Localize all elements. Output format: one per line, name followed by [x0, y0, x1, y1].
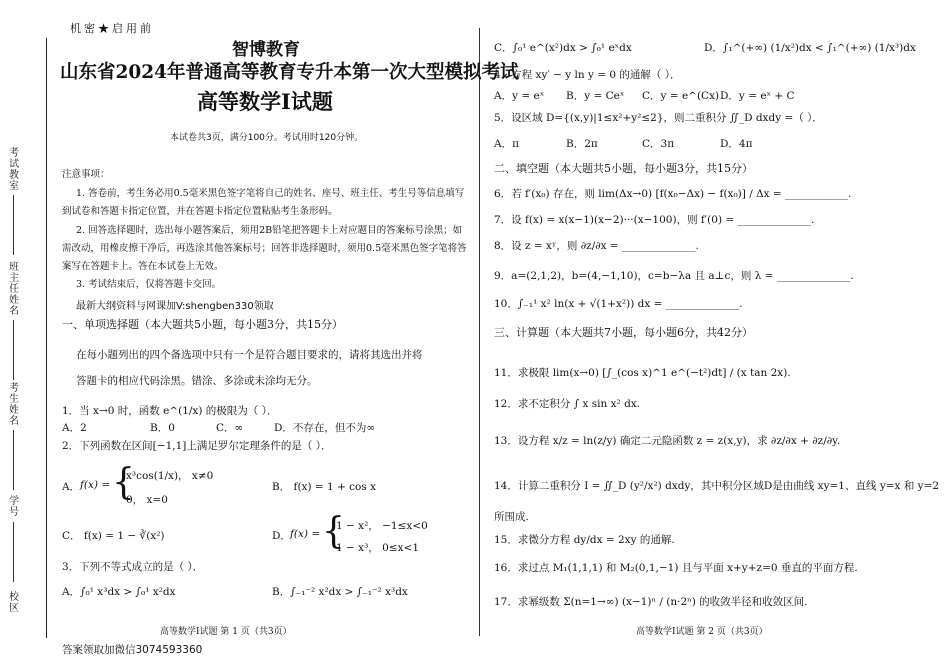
q1-option-c: C．∞ — [216, 422, 244, 434]
q2-option-c: C． f(x) = 1 − ∛(x²) — [62, 530, 165, 542]
q14-continued: 所围成. — [494, 511, 529, 523]
q4-stem: 4．方程 xy′ − y ln y = 0 的通解（ ）． — [494, 69, 681, 81]
q15: 15．求微分方程 dy/dx = 2xy 的通解. — [494, 534, 675, 546]
q6: 6．若 f′(x₀) 存在，则 lim(Δx→0) [f(x₀−Δx) − f(x₀)] / Δx = ____________. — [494, 188, 852, 200]
section1-instruction: 答题卡的相应代码涂黑。错涂、多涂或未涂均无分。 — [76, 375, 318, 387]
q12: 12．求不定积分 ∫ x sin x² dx. — [494, 398, 641, 410]
q2-option-d-fx: f(x) = — [290, 528, 321, 540]
subject-title: 高等数学I试题 — [197, 89, 333, 114]
right-page-footer: 高等数学I试题 第 2 页（共3页） — [636, 627, 768, 637]
side-field-classroom: 考 试 教 室 — [9, 148, 19, 192]
q5-stem: 5．设区域 D={(x,y)|1≤x²+y²≤2}，则二重积分 ∬_D dxdy =（ ）． — [494, 112, 823, 124]
side-blank-teacher — [13, 320, 14, 380]
q1-option-d: D．不存在，但不为∞ — [274, 422, 376, 434]
section1-heading: 一、单项选择题（本大题共5小题，每小题3分，共15分） — [62, 318, 343, 331]
q3-stem: 3．下列不等式成立的是（ ）． — [62, 561, 204, 573]
side-field-name: 考 生 姓 名 — [9, 383, 19, 427]
q9: 9．a=(2,1,2)，b=(4,−1,10)，c=b−λa 且 a⊥c，则 λ = ______________. — [494, 270, 854, 282]
section2-heading: 二、填空题（本大题共5小题，每小题3分，共15分） — [494, 162, 753, 175]
q2-a-case2: 0， x=0 — [126, 494, 168, 506]
q2-a-brace: { — [112, 462, 135, 503]
q2-option-a-label: A． — [62, 481, 81, 493]
q10: 10．∫₋₁¹ x² ln(x + √(1+x²)) dx = ______________. — [494, 298, 743, 310]
q2-stem: 2．下列函数在区间[−1,1]上满足罗尔定理条件的是（ ）． — [62, 440, 332, 452]
note-line: 2. 回答选择题时，选出每小题答案后，须用2B铅笔把答题卡上对应题目的答案标号涂黑；如 — [76, 225, 463, 236]
q1-option-a: A．2 — [62, 422, 87, 434]
side-field-teacher: 班 主 任 姓 名 — [9, 262, 19, 317]
binding-line — [46, 38, 47, 638]
notes-heading: 注意事项： — [62, 169, 110, 180]
q4-option-a: A．y = eˣ — [494, 90, 545, 102]
side-field-id: 学 号 — [9, 496, 19, 518]
q2-option-b: B． f(x) = 1 + cos x — [272, 481, 377, 493]
q4-option-c: C．y = e^(Cx) — [642, 90, 720, 102]
q2-option-a-fx: f(x) = — [80, 479, 111, 491]
section1-instruction: 在每小题列出的四个备选项中只有一个是符合题目要求的，请将其选出并将 — [76, 349, 423, 361]
q3-option-c: C．∫₀¹ e^(x²)dx > ∫₀¹ eˣdx — [494, 42, 632, 54]
exam-info: 本试卷共3页，满分100分。考试用时120分钟。 — [170, 133, 364, 143]
promo-line: 最新大纲资料与网课加V:shengben330领取 — [76, 301, 274, 312]
q16: 16．求过点 M₁(1,1,1) 和 M₂(0,1,−1) 且与平面 x+y+z=0 垂直的平面方程. — [494, 562, 858, 574]
answer-note: 答案领取加微信3074593360 — [62, 644, 203, 656]
side-blank-name — [13, 430, 14, 490]
exam-title: 山东省2024年普通高等教育专升本第一次大型模拟考试 — [60, 62, 519, 83]
note-line: 到试卷和答题卡指定位置，并在答题卡指定位置粘贴考生条形码。 — [62, 206, 338, 217]
q1-stem: 1．当 x→0 时，函数 e^(1/x) 的极限为（ ）． — [62, 405, 278, 417]
section3-heading: 三、计算题（本大题共7小题，每小题6分，共42分） — [494, 326, 753, 339]
q1-option-b: B．0 — [150, 422, 175, 434]
q14: 14．计算二重积分 I = ∬_D (y²/x²) dxdy，其中积分区域D是由曲线 xy=1、直线 y=x 和 y=2 — [494, 480, 940, 492]
q13: 13．设方程 x/z = ln(z/y) 确定二元隐函数 z = z(x,y)，求 ∂z/∂x + ∂z/∂y. — [494, 435, 841, 447]
q5-option-b: B．2π — [566, 138, 598, 150]
q5-option-a: A．π — [494, 138, 519, 150]
side-blank-classroom — [13, 195, 14, 255]
q2-option-d-label: D． — [272, 530, 291, 542]
note-line: 案写在答题卡上。答在本试卷上无效。 — [62, 261, 224, 272]
q3-option-b: B．∫₋₁⁻² x²dx > ∫₋₁⁻² x³dx — [272, 586, 408, 598]
q2-d-case1: 1 − x²， −1≤x<0 — [336, 520, 428, 532]
page-divider — [479, 28, 480, 636]
q8: 8．设 z = xʸ，则 ∂z/∂x = ______________. — [494, 240, 699, 252]
org-name: 智博教育 — [232, 40, 300, 60]
note-line: 3. 考试结束后，仅将答题卡交回。 — [76, 279, 222, 290]
note-line: 1. 答卷前，考生务必用0.5毫米黑色签字笔将自己的姓名、座号、班主任、考生号等信息填写 — [76, 188, 465, 199]
q5-option-d: D．4π — [720, 138, 753, 150]
q2-a-case1: x³cos(1/x)， x≠0 — [126, 470, 214, 482]
q4-option-d: D．y = eˣ + C — [720, 90, 795, 102]
note-line: 需改动，用橡皮擦干净后，再选涂其他答案标号；回答非选择题时，须用0.5毫米黑色签字笔将答 — [62, 243, 467, 254]
secret-label: 机密★启用前 — [70, 22, 154, 35]
q4-option-b: B．y = Ceˣ — [566, 90, 625, 102]
side-blank-id — [13, 522, 14, 582]
left-page-footer: 高等数学I试题 第 1 页（共3页） — [160, 627, 292, 637]
q3-option-a: A．∫₀¹ x³dx > ∫₀¹ x²dx — [62, 586, 176, 598]
q2-d-brace: { — [322, 511, 345, 552]
q5-option-c: C．3π — [642, 138, 675, 150]
q11: 11．求极限 lim(x→0) [∫_(cos x)^1 e^(−t²)dt] / (x tan 2x). — [494, 367, 791, 379]
q3-option-d: D．∫₁^(+∞) (1/x²)dx < ∫₁^(+∞) (1/x³)dx — [704, 42, 916, 54]
side-field-campus: 校 区 — [9, 592, 19, 614]
q7: 7．设 f(x) = x(x−1)(x−2)···(x−100)，则 f′(0) = ______________. — [494, 214, 815, 226]
q2-d-case2: 1 − x³， 0≤x<1 — [336, 542, 420, 554]
q17: 17．求幂级数 Σ(n=1→∞) (x−1)ⁿ / (n·2ⁿ) 的收敛半径和收敛区间. — [494, 596, 808, 608]
